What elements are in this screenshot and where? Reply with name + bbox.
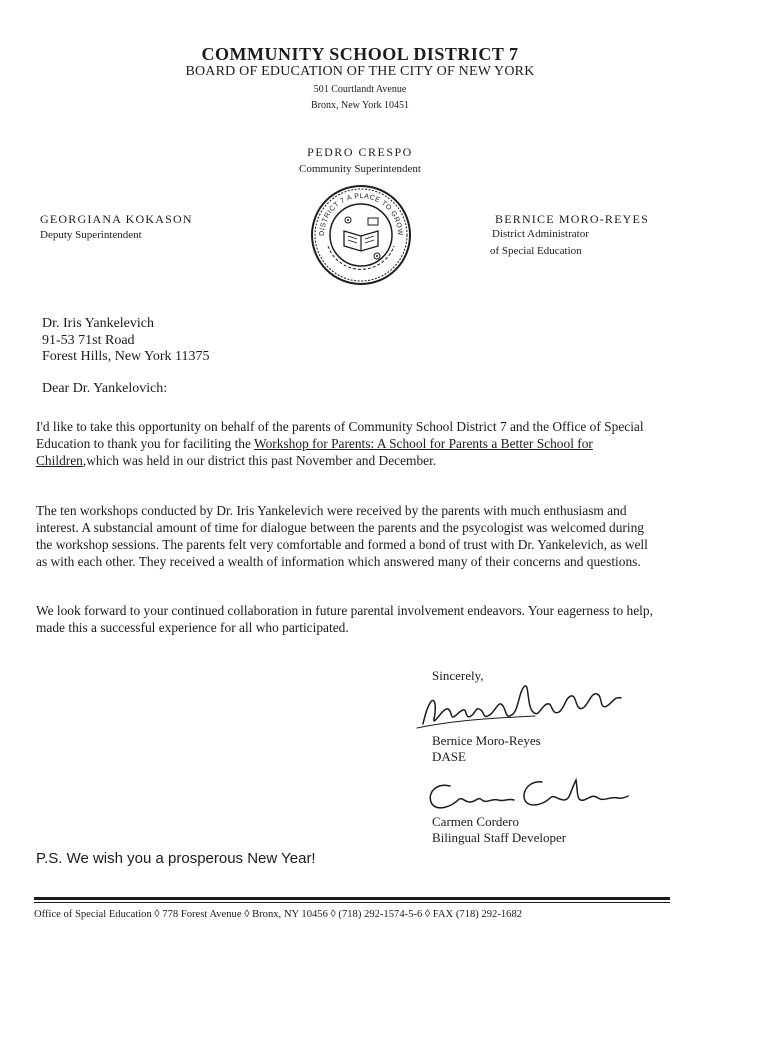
handwritten-signature-icon <box>422 772 632 816</box>
administrator-name: BERNICE MORO-REYES <box>495 212 649 226</box>
handwritten-signature-icon <box>415 676 630 736</box>
recipient-name: Dr. Iris Yankelevich <box>42 316 154 331</box>
body-paragraph-1 <box>36 418 656 469</box>
body-paragraph-2: The ten workshops conducted by Dr. Iris Yankelevich were received by the parents with much enthusiasm and interest. A substancial amount of time for dialogue between the parents and the psycologist was welcomed during the workshop sessions. The parents felt very comfortable and formed a bond of trust with Dr. Yankelevich, as well as with each other. They received a wealth of information which answered many of their concerns and questions. <box>36 503 648 569</box>
paragraph-1-text-end: ,which was held in our district this past November and December. <box>82 453 437 468</box>
workshop-title: Workshop for Parents: A School for Parents a Better School for Children <box>36 436 593 468</box>
signer-1-name: Bernice Moro-Reyes <box>432 733 541 748</box>
signer-2-name: Carmen Cordero <box>432 814 520 829</box>
footer-divider-thin <box>34 902 670 903</box>
footer-divider <box>34 897 670 900</box>
paragraph-1-text: I'd like to take this opportunity on behalf of the parents of Community School District 7 and the Office of Special Education to thank you for faciliting the <box>36 419 644 451</box>
body-paragraph-3: We look forward to your continued collaboration in future parental involvement endeavors. Your eagerness to help, made this a successful experience for all who participated. <box>36 603 653 635</box>
administrator-title-2: of Special Education <box>490 245 582 257</box>
recipient-city: Forest Hills, New York 11375 <box>42 349 210 364</box>
closing: Sincerely, <box>432 668 484 683</box>
deputy-name: GEORGIANA KOKASON <box>40 212 193 226</box>
deputy-title: Deputy Superintendent <box>40 229 142 241</box>
recipient-street: 91-53 71st Road <box>42 333 135 348</box>
org-city: Bronx, New York 10451 <box>310 100 410 111</box>
administrator-title: District Administrator <box>492 228 589 240</box>
signer-2-title: Bilingual Staff Developer <box>432 830 567 845</box>
signer-1-title: DASE <box>432 749 466 764</box>
superintendent-name: PEDRO CRESPO <box>307 145 413 159</box>
superintendent-title: Community Superintendent <box>299 163 421 175</box>
org-board: BOARD OF EDUCATION OF THE CITY OF NEW YORK <box>185 64 535 79</box>
district-seal-icon <box>310 184 412 286</box>
org-name: COMMUNITY SCHOOL DISTRICT 7 <box>201 44 519 64</box>
footer-address: Office of Special Education ◊ 778 Forest Avenue ◊ Bronx, NY 10456 ◊ (718) 292-1574-5-6 ◊ FAX (718) 292-1682 <box>34 909 523 920</box>
org-street: 501 Courtlandt Avenue <box>313 84 407 95</box>
svg-text:DISTRICT 7 A PLACE TO GROW: DISTRICT 7 A PLACE TO GROW <box>318 192 404 237</box>
salutation: Dear Dr. Yankelovich: <box>42 381 168 396</box>
postscript: P.S. We wish you a prosperous New Year! <box>36 850 316 867</box>
